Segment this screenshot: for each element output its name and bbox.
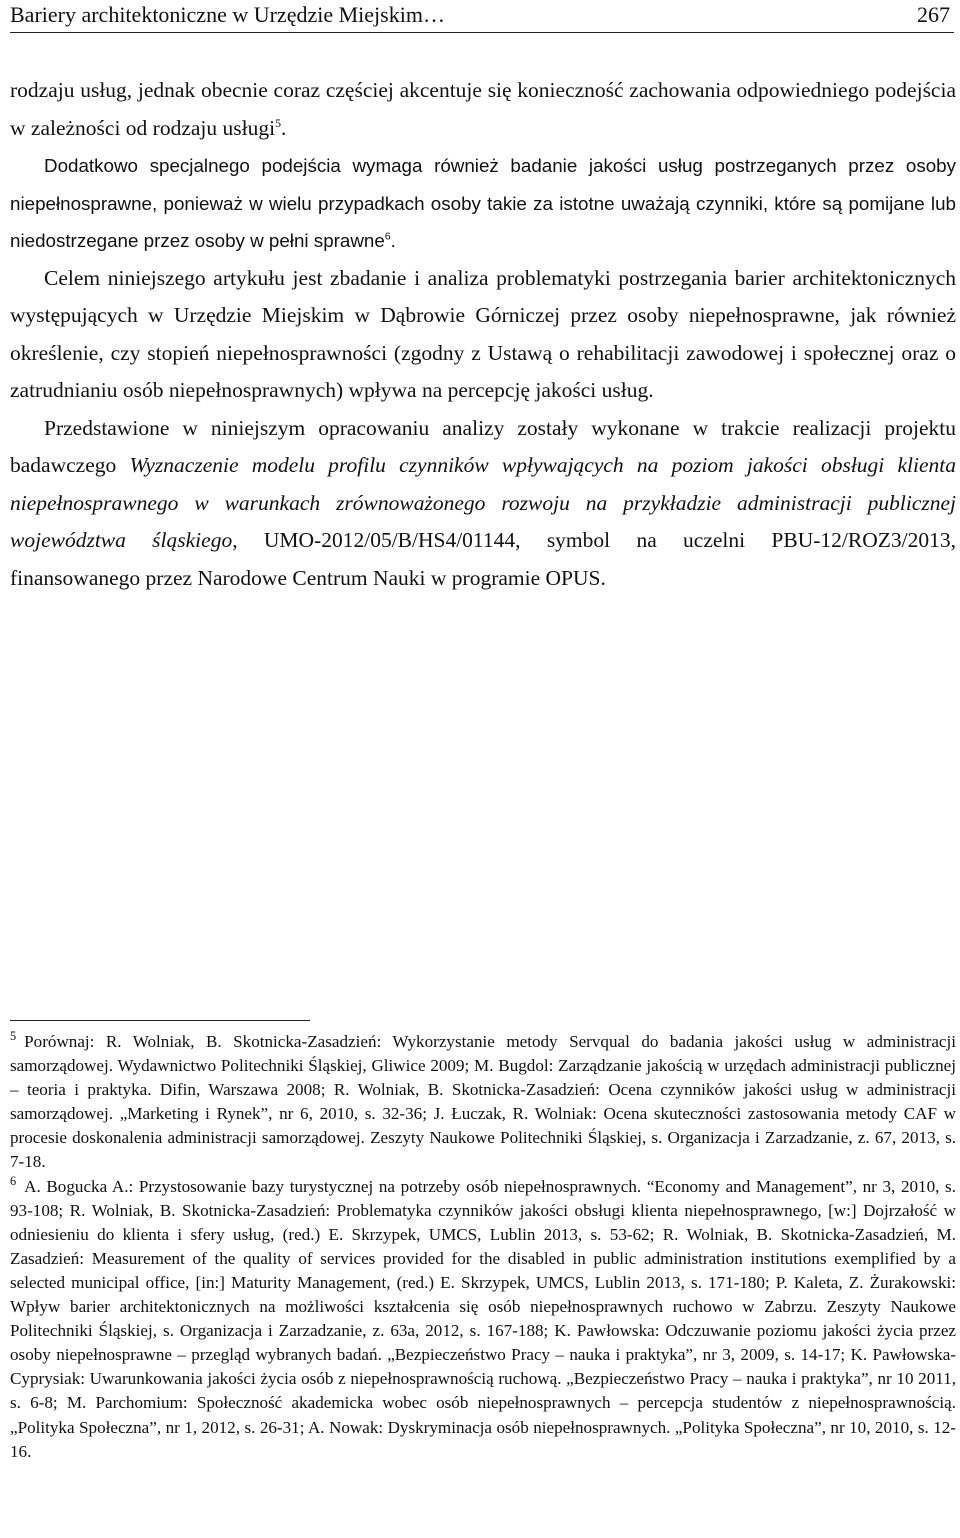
footnote-ref[interactable]: 6 xyxy=(384,231,391,243)
footnote-ref[interactable]: 5 xyxy=(275,115,281,130)
paragraph-article-aim: Celem niniejszego artykułu jest zbadanie i analiza problematyki postrzegania barier architektonicznych występujących w Urzędzie Miejskim w Dąbrowie Górniczej przez osoby niepełnosprawne, jak również określenie, czy stopień niepełnosprawności (zgodny z Ustawą o rehabilitacji zawodowej i społecznej oraz o zatrudnianiu osób niepełnosprawnych) wpływa na percepcję jakości usług. xyxy=(10,265,956,402)
paragraph-text: rodzaju usług, jednak obecnie coraz częściej akcentuje się konieczność zachowania odpowiedniego podejścia w zależności od rodzaju usługi xyxy=(10,78,956,140)
paragraph-project-info xyxy=(10,410,956,598)
paragraph-text: , UMO-2012/05/B/HS4/01144, symbol na uczelni PBU-12/ROZ3/2013, finansowanego przez Narodowe Centrum Nauki w programie OPUS. xyxy=(10,528,956,590)
paragraph-end: . xyxy=(281,115,287,140)
footnote-separator xyxy=(10,1020,310,1021)
project-title: Wyznaczenie modelu profilu czynników wpływających na poziom jakości obsługi klienta niepełnosprawnego w warunkach zrównoważonego rozwoju na przykładzie administracji publicznej województwa śląskiego xyxy=(10,453,956,552)
footnotes xyxy=(10,1030,956,1464)
footnote-text: Porównaj: R. Wolniak, B. Skotnicka-Zasadzień: Wykorzystanie metody Servqual do badania jakości usług w administracji samorządowej. Wydawnictwo Politechniki Śląskiej, Gliwice 2009; M. Bugdol: Zarządzanie jakością w urzędach administracji publicznej – teoria i praktyka. Difin, Warszawa 2008; R. Wolniak, B. Skotnicka-Zasadzień: Ocena czynników jakości usług w administracji samorządowej. „Marketing i Rynek”, nr 6, 2010, s. 32-36; J. Łuczak, R. Wolniak: Ocena skuteczności zastosowania metody CAF w procesie doskonalenia administracji samorządowej. Zeszyty Naukowe Politechniki Śląskiej, s. Organizacja i Zarzadzanie, z. 67, 2013, s. 7-18. xyxy=(10,1032,956,1172)
footnote-number: 5 xyxy=(10,1029,17,1044)
page-number: 267 xyxy=(917,2,950,27)
body-text xyxy=(10,72,956,597)
paragraph-text: Dodatkowo specjalnego podejścia wymaga również badanie jakości usług postrzeganych przez osoby niepełnosprawne, ponieważ w wielu przypadkach osoby takie za istotne uważają czynniki, które są pomijane lub niedostrzegane przez osoby w pełni sprawne xyxy=(10,155,956,251)
paragraph-continued xyxy=(10,72,956,147)
footnote-5 xyxy=(10,1030,956,1175)
running-header xyxy=(10,0,954,33)
footnote-number: 6 xyxy=(10,1173,17,1188)
footnote-text: A. Bogucka A.: Przystosowanie bazy turystycznej na potrzeby osób niepełnosprawnych. “Economy and Management”, nr 3, 2010, s. 93-108; R. Wolniak, B. Skotnicka-Zasadzień: Problematyka czynników jakości obsługi klienta niepełnosprawnego, [w:] Dojrzałość w odniesieniu do klienta i sfery usług, (red.) E. Skrzypek, UMCS, Lublin 2013, s. 53-62; R. Wolniak, B. Skotnicka-Zasadzień, M. Zasadzień: Measurement of the quality of services provided for the disabled in public administration institutions exemplified by a selected municipal office, [in:] Maturity Management, (red.) E. Skrzypek, UMCS, Lublin 2013, s. 171-180; P. Kaleta, Z. Żurakowski: Wpływ barier architektonicznych na możliwości kształcenia się osób niepełnosprawnych ruchowo w Zabrzu. Zeszyty Naukowe Politechniki Śląskiej, s. Organizacja i Zarzadzanie, z. 63a, 2012, s. 167-188; K. Pawłowska: Odczuwanie poziomu jakości życia przez osoby niepełnosprawne – przegląd wybranych badań. „Bezpieczeństwo Pracy – nauka i praktyka”, nr 3, 2009, s. 14-17; K. Pawłowska-Cyprysiak: Uwarunkowania jakości życia osób z niepełnosprawnością ruchową. „Bezpieczeństwo Pracy – nauka i praktyka”, nr 10 2011, s. 6-8; M. Parchomium: Społeczność akademicka wobec osób niepełnosprawnych – percepcja studentów z niepełnosprawnością. „Polityka Społeczna”, nr 1, 2012, s. 26-31; A. Nowak: Dyskryminacja osób niepełnosprawnych. „Polityka Społeczna”, nr 10, 2010, s. 12-16. xyxy=(10,1176,956,1461)
paragraph-text: Przedstawione w niniejszym opracowaniu analizy zostały wykonane w trakcie realizacji projektu badawczego xyxy=(10,415,956,477)
running-header-title: Bariery architektoniczne w Urzędzie Miejskim… xyxy=(10,2,445,27)
paragraph-special-approach xyxy=(10,147,956,260)
paragraph-end: . xyxy=(390,230,396,251)
footnote-6 xyxy=(10,1175,956,1464)
